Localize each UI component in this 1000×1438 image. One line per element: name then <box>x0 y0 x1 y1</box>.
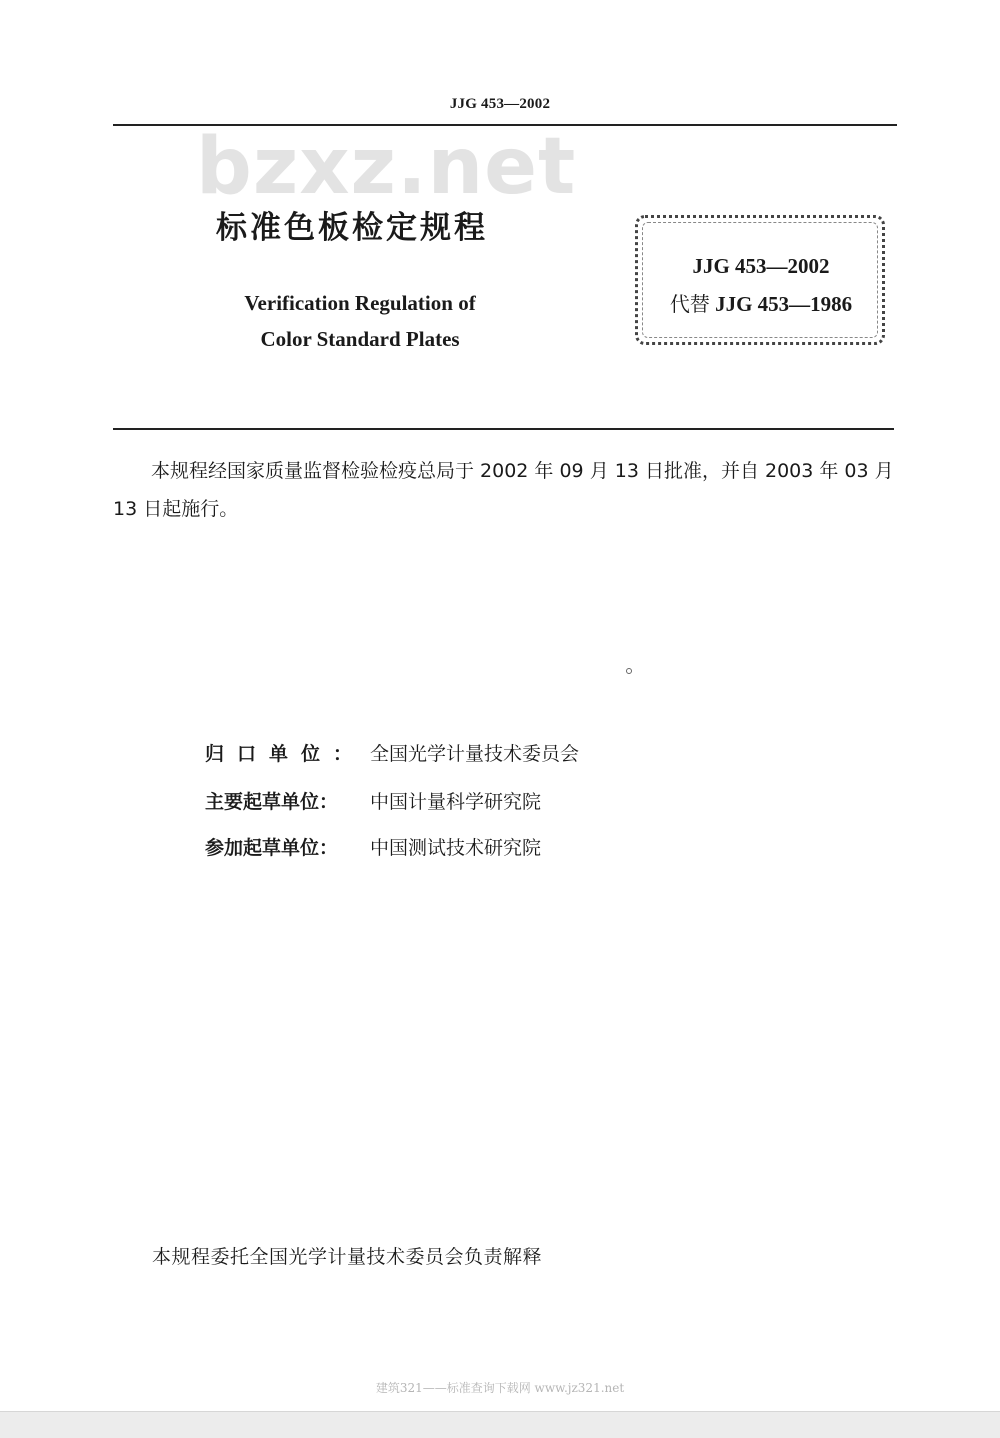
page-bottom-strip <box>0 1411 1000 1438</box>
document-title-chinese: 标准色板检定规程 <box>216 210 488 246</box>
watermark-text: bzxz.net <box>196 122 577 212</box>
replaces-number: JJG 453—1986 <box>715 292 853 316</box>
approval-statement: 本规程经国家质量监督检验检疫总局于 2002 年 09 月 13 日批准，并自 2003 年 03 月 13 日起施行。 <box>113 460 894 520</box>
main-drafting-unit-row <box>205 790 541 814</box>
interpretation-statement: 本规程委托全国光学计量技术委员会负责解释 <box>152 1246 543 1268</box>
participating-drafting-unit-row <box>205 836 541 860</box>
standard-code-box <box>635 215 885 345</box>
participating-drafting-unit-value: 中国测试技术研究院 <box>370 837 542 859</box>
main-drafting-unit-value: 中国计量科学研究院 <box>370 791 542 813</box>
replaces-label: 代替 <box>669 292 710 316</box>
section-rule <box>113 428 894 430</box>
document-title-english <box>200 285 520 357</box>
code-box-number: JJG 453—2002 <box>692 254 830 278</box>
scan-speck <box>626 668 632 674</box>
responsible-unit-label: 归口单位： <box>205 743 366 765</box>
responsible-unit-value: 全国光学计量技术委员会 <box>370 743 580 765</box>
header-standard-code: JJG 453—2002 <box>449 96 551 112</box>
responsible-unit-row <box>205 742 579 766</box>
title-english-line2: Color Standard Plates <box>260 327 460 351</box>
code-box-replaces <box>636 288 886 317</box>
main-drafting-unit-label: 主要起草单位： <box>205 791 339 813</box>
footer-site-watermark: 建筑321——标准查询下载网 www.jz321.net <box>375 1381 625 1395</box>
participating-drafting-unit-label: 参加起草单位： <box>205 837 339 859</box>
title-english-line1: Verification Regulation of <box>244 291 476 315</box>
code-box-inner-border <box>642 222 878 338</box>
